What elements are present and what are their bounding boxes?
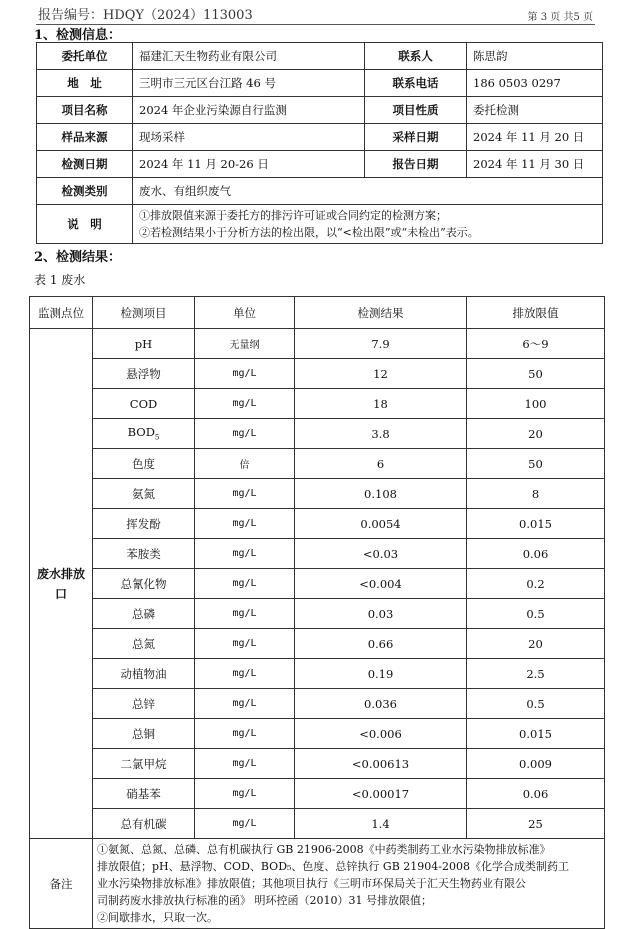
limit-cell: 25 bbox=[467, 809, 605, 839]
note-line-2: ②若检测结果小于分析方法的检出限，以“<检出限”或“未检出”表示。 bbox=[139, 226, 479, 239]
item-cell bbox=[93, 419, 195, 449]
sampling-date-label: 采样日期 bbox=[365, 124, 467, 151]
info-row bbox=[37, 151, 603, 178]
item-name: 总有机碳 bbox=[120, 816, 167, 831]
section2-title: 2、检测结果： bbox=[34, 250, 122, 265]
item-cell bbox=[93, 479, 195, 509]
contact-label: 联系人 bbox=[365, 43, 467, 70]
item-name: 色度 bbox=[132, 456, 155, 471]
phone-label: 联系电话 bbox=[365, 70, 467, 97]
item-name: 悬浮物 bbox=[126, 366, 161, 381]
category-value: 废水、有组织废气 bbox=[133, 178, 603, 205]
test-date-label: 检测日期 bbox=[37, 151, 133, 178]
item-name: 挥发酚 bbox=[126, 516, 161, 531]
address-label: 地 址 bbox=[37, 70, 133, 97]
unit-cell: mg/L bbox=[195, 749, 295, 779]
nature-label: 项目性质 bbox=[365, 97, 467, 124]
contact-value: 陈思韵 bbox=[467, 43, 603, 70]
item-name: 硝基苯 bbox=[126, 786, 161, 801]
limit-cell: 0.2 bbox=[467, 569, 605, 599]
unit-cell: mg/L bbox=[195, 479, 295, 509]
result-cell: 0.108 bbox=[295, 479, 467, 509]
results-table bbox=[29, 296, 605, 929]
result-cell: 6 bbox=[295, 449, 467, 479]
item-cell bbox=[93, 659, 195, 689]
item-cell bbox=[93, 509, 195, 539]
result-cell: <0.00017 bbox=[295, 779, 467, 809]
project-value: 2024 年企业污染源自行监测 bbox=[133, 97, 365, 124]
table-row bbox=[30, 479, 605, 509]
item-cell bbox=[93, 359, 195, 389]
item-cell bbox=[93, 449, 195, 479]
test-date-value: 2024 年 11 月 20-26 日 bbox=[133, 151, 365, 178]
remark-line-2: 排放限值；pH、悬浮物、COD、BOD₅、色度、总锌执行 GB 21904-2008《化学合成类制药工 bbox=[97, 860, 569, 873]
report-date-label: 报告日期 bbox=[365, 151, 467, 178]
item-name: 苯胺类 bbox=[126, 546, 161, 561]
remark-line-1: ①氨氮、总氮、总磷、总有机碳执行 GB 21906-2008《中药类制药工业水污染物排放标准》 bbox=[97, 843, 551, 856]
item-cell bbox=[93, 689, 195, 719]
table-row bbox=[30, 419, 605, 449]
item-subscript: 5 bbox=[154, 433, 160, 442]
info-row bbox=[37, 205, 603, 244]
table-row bbox=[30, 329, 605, 359]
limit-cell: 0.06 bbox=[467, 539, 605, 569]
point-name bbox=[30, 329, 93, 839]
report-number: 报告编号：HDQY（2024）113003 bbox=[38, 8, 253, 23]
info-table bbox=[36, 42, 603, 244]
source-value: 现场采样 bbox=[133, 124, 365, 151]
limit-cell: 100 bbox=[467, 389, 605, 419]
point-name-line-1: 废水排放 bbox=[36, 566, 85, 581]
result-cell: <0.004 bbox=[295, 569, 467, 599]
results-header-row bbox=[30, 297, 605, 329]
item-cell bbox=[93, 719, 195, 749]
phone-value: 186 0503 0297 bbox=[467, 70, 603, 97]
item-cell bbox=[93, 779, 195, 809]
table-row bbox=[30, 779, 605, 809]
item-cell bbox=[93, 569, 195, 599]
note-label: 说 明 bbox=[37, 205, 133, 244]
remark-cell bbox=[93, 839, 605, 929]
info-row bbox=[37, 124, 603, 151]
item-name: 总氮 bbox=[132, 636, 155, 651]
header-limit: 排放限值 bbox=[467, 297, 605, 329]
unit-cell: mg/L bbox=[195, 809, 295, 839]
unit-cell: mg/L bbox=[195, 599, 295, 629]
limit-cell: 20 bbox=[467, 629, 605, 659]
unit-cell: 无量纲 bbox=[195, 329, 295, 359]
result-cell: 3.8 bbox=[295, 419, 467, 449]
item-cell bbox=[93, 749, 195, 779]
result-cell: 12 bbox=[295, 359, 467, 389]
client-value: 福建汇天生物药业有限公司 bbox=[133, 43, 365, 70]
item-cell bbox=[93, 599, 195, 629]
unit-cell: mg/L bbox=[195, 629, 295, 659]
note-cell bbox=[133, 205, 603, 244]
unit-cell: mg/L bbox=[195, 419, 295, 449]
item-name: BOD bbox=[127, 425, 155, 440]
remark-line-3: 业水污染物排放标准》排放限值；其他项目执行《三明市环保局关于汇天生物药业有限公 bbox=[97, 877, 526, 890]
address-value: 三明市三元区台江路 46 号 bbox=[133, 70, 365, 97]
info-row bbox=[37, 178, 603, 205]
item-cell bbox=[93, 389, 195, 419]
unit-cell: mg/L bbox=[195, 509, 295, 539]
table-row bbox=[30, 359, 605, 389]
table-row bbox=[30, 719, 605, 749]
result-cell: <0.00613 bbox=[295, 749, 467, 779]
unit-cell: mg/L bbox=[195, 389, 295, 419]
header-item: 检测项目 bbox=[93, 297, 195, 329]
sampling-date-value: 2024 年 11 月 20 日 bbox=[467, 124, 603, 151]
result-cell: 0.03 bbox=[295, 599, 467, 629]
unit-cell: mg/L bbox=[195, 779, 295, 809]
limit-cell: 0.009 bbox=[467, 749, 605, 779]
remark-row bbox=[30, 839, 605, 929]
info-row bbox=[37, 70, 603, 97]
result-cell: <0.03 bbox=[295, 539, 467, 569]
item-cell bbox=[93, 809, 195, 839]
table-row bbox=[30, 809, 605, 839]
point-name-line-2: 口 bbox=[54, 586, 67, 601]
item-cell bbox=[93, 629, 195, 659]
nature-value: 委托检测 bbox=[467, 97, 603, 124]
item-name: 总磷 bbox=[132, 606, 155, 621]
report-date-value: 2024 年 11 月 30 日 bbox=[467, 151, 603, 178]
project-label: 项目名称 bbox=[37, 97, 133, 124]
unit-cell: mg/L bbox=[195, 689, 295, 719]
table-row bbox=[30, 749, 605, 779]
item-name: 总锌 bbox=[132, 696, 155, 711]
info-row bbox=[37, 97, 603, 124]
section1-title: 1、检测信息： bbox=[34, 28, 122, 43]
table-row bbox=[30, 389, 605, 419]
result-cell: 0.66 bbox=[295, 629, 467, 659]
unit-cell: mg/L bbox=[195, 719, 295, 749]
limit-cell: 0.5 bbox=[467, 689, 605, 719]
table-row bbox=[30, 599, 605, 629]
unit-cell: 倍 bbox=[195, 449, 295, 479]
header-unit: 单位 bbox=[195, 297, 295, 329]
limit-cell: 6～9 bbox=[467, 329, 605, 359]
item-name: 二氯甲烷 bbox=[120, 756, 167, 771]
info-row bbox=[37, 43, 603, 70]
note-line-1: ①排放限值来源于委托方的排污许可证或合同约定的检测方案； bbox=[139, 209, 447, 222]
limit-cell: 20 bbox=[467, 419, 605, 449]
table-row bbox=[30, 539, 605, 569]
unit-cell: mg/L bbox=[195, 359, 295, 389]
results-body bbox=[30, 329, 605, 839]
unit-cell: mg/L bbox=[195, 539, 295, 569]
remark-line-5: ②间歇排水，只取一次。 bbox=[97, 911, 218, 924]
item-name: COD bbox=[129, 396, 158, 411]
table-row bbox=[30, 629, 605, 659]
category-label: 检测类别 bbox=[37, 178, 133, 205]
unit-cell: mg/L bbox=[195, 659, 295, 689]
limit-cell: 8 bbox=[467, 479, 605, 509]
result-cell: <0.006 bbox=[295, 719, 467, 749]
result-cell: 18 bbox=[295, 389, 467, 419]
limit-cell: 0.5 bbox=[467, 599, 605, 629]
item-name: pH bbox=[134, 336, 153, 351]
item-name: 氨氮 bbox=[132, 486, 155, 501]
table-row bbox=[30, 569, 605, 599]
limit-cell: 2.5 bbox=[467, 659, 605, 689]
item-name: 总氰化物 bbox=[120, 576, 167, 591]
result-cell: 0.19 bbox=[295, 659, 467, 689]
item-name: 总铜 bbox=[132, 726, 155, 741]
limit-cell: 50 bbox=[467, 359, 605, 389]
table1-title: 表 1 废水 bbox=[34, 273, 86, 287]
header-result: 检测结果 bbox=[295, 297, 467, 329]
result-cell: 1.4 bbox=[295, 809, 467, 839]
result-cell: 7.9 bbox=[295, 329, 467, 359]
table-row bbox=[30, 689, 605, 719]
client-label: 委托单位 bbox=[37, 43, 133, 70]
table-row bbox=[30, 449, 605, 479]
remark-line-4: 司制药废水排放执行标准的函》 明环控函（2010）31 号排放限值； bbox=[97, 894, 432, 907]
limit-cell: 0.015 bbox=[467, 509, 605, 539]
limit-cell: 0.015 bbox=[467, 719, 605, 749]
item-name: 动植物油 bbox=[120, 666, 167, 681]
item-cell bbox=[93, 329, 195, 359]
table-row bbox=[30, 509, 605, 539]
header-point: 监测点位 bbox=[30, 297, 93, 329]
item-cell bbox=[93, 539, 195, 569]
limit-cell: 50 bbox=[467, 449, 605, 479]
result-cell: 0.036 bbox=[295, 689, 467, 719]
table-row bbox=[30, 659, 605, 689]
remark-label: 备注 bbox=[30, 839, 93, 929]
result-cell: 0.0054 bbox=[295, 509, 467, 539]
source-label: 样品来源 bbox=[37, 124, 133, 151]
unit-cell: mg/L bbox=[195, 569, 295, 599]
page-info: 第 3 页 共5 页 bbox=[527, 12, 593, 23]
limit-cell: 0.06 bbox=[467, 779, 605, 809]
